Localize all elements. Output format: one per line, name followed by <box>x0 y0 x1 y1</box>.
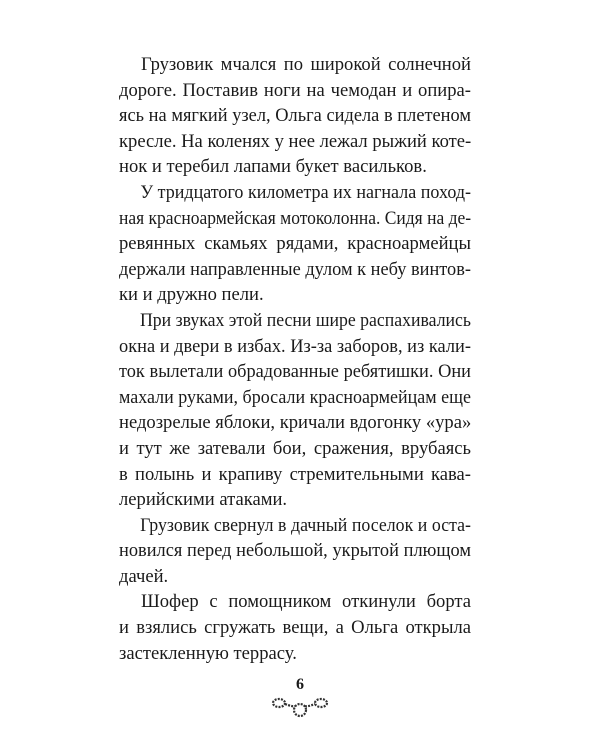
paragraph <box>119 308 471 513</box>
text-line: ки и дружно пели. <box>119 284 264 306</box>
text-line: ясь на мягкий узел, Ольга сидела в плетеном <box>119 105 471 127</box>
text-line: в полынь и крапиву стремительными кава- <box>119 463 471 485</box>
text-line: и взялись сгружать вещи, а Ольга открыла <box>119 617 471 639</box>
paragraph <box>119 589 471 666</box>
text-line: дачей. <box>119 565 169 587</box>
text-line: лерийскими атаками. <box>119 489 288 511</box>
text-line: При звуках этой песни шире распахивались <box>139 309 471 331</box>
text-line: держали направленные дулом к небу винтов- <box>119 258 471 280</box>
text-line: недозрелые яблоки, кричали вдогонку «ура» <box>119 412 472 434</box>
text-line: застекленную террасу. <box>119 642 297 664</box>
text-line: окна и двери в избах. Из-за заборов, из кали- <box>119 335 471 357</box>
text-line: ток вылетали обрадованные ребятишки. Они <box>119 361 471 383</box>
text-line: Шофер с помощником откинули борта <box>141 591 471 613</box>
text-line: У тридцатого километра их нагнала поход- <box>140 181 472 203</box>
text-line: и тут же затевали бои, сражения, врубаясь <box>119 437 471 459</box>
paragraph <box>119 180 471 308</box>
page-number: 6 <box>296 676 304 693</box>
text-line: кресле. На коленях у нее лежал рыжий коте- <box>119 130 472 152</box>
text-line: махали руками, бросали красноармейцам еще <box>119 386 471 408</box>
text-line: Грузовик мчался по широкой солнечной <box>141 54 471 75</box>
paragraph <box>119 513 471 590</box>
paragraph <box>119 52 471 180</box>
body-text <box>119 52 471 666</box>
text-line: дороге. Поставив ноги на чемодан и опира- <box>119 79 471 101</box>
text-line: нок и теребил лапами букет васильков. <box>119 156 427 178</box>
text-line: новился перед небольшой, укрытой плющом <box>119 540 471 562</box>
text-line: ная красноармейская мотоколонна. Сидя на де- <box>119 207 472 229</box>
text-line: ревянных скамьях рядами, красноармейцы <box>119 233 471 255</box>
rope-knot-ornament-icon <box>271 696 329 718</box>
text-line: Грузовик свернул в дачный поселок и оста- <box>140 514 471 536</box>
